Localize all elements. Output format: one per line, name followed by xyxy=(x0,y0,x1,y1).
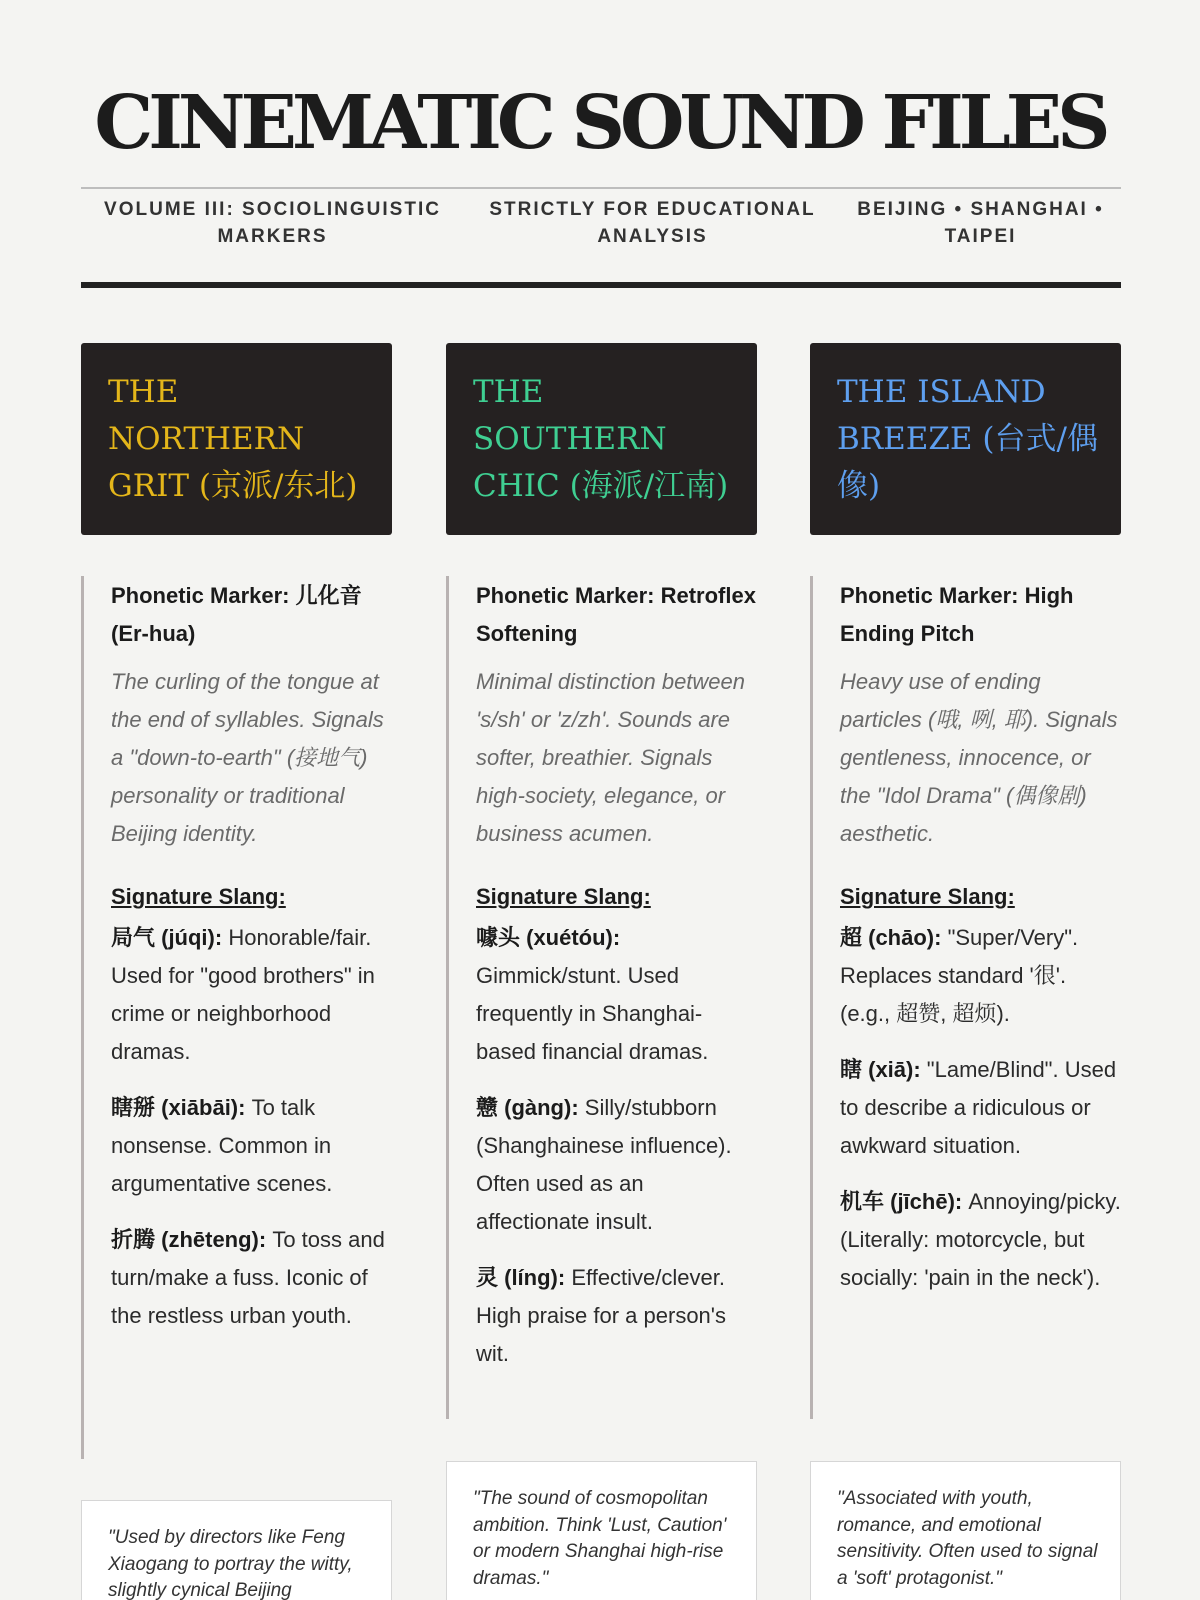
header-divider-thick xyxy=(81,282,1121,288)
usage-quote: "Used by directors like Feng Xiaogang to portray the witty, slightly cynical Beijing xyxy=(81,1500,392,1600)
slang-heading: Signature Slang: xyxy=(840,884,1015,909)
slang-definition: Effective/clever. High praise for a person's wit. xyxy=(476,1265,726,1366)
slang-list xyxy=(111,919,392,1335)
slang-definition: "Lame/Blind". Used to describe a ridiculous or awkward situation. xyxy=(840,1057,1117,1158)
slang-term: 戆 (gàng): xyxy=(476,1095,579,1120)
column-body xyxy=(810,576,1121,1419)
slang-definition: Silly/stubborn (Shanghainese influence). Often used as an affectionate insult. xyxy=(476,1095,732,1234)
phonetic-marker: Phonetic Marker: 儿化音 (Er-hua) xyxy=(111,583,362,646)
slang-item xyxy=(111,919,392,1071)
slang-term: 机车 (jīchē): xyxy=(840,1189,963,1214)
slang-heading: Signature Slang: xyxy=(476,884,651,909)
slang-term: 超 (chāo): xyxy=(840,925,942,950)
phonetic-marker: Phonetic Marker: High Ending Pitch xyxy=(840,583,1074,646)
slang-term: 折腾 (zhēteng): xyxy=(111,1227,267,1252)
slang-item xyxy=(476,919,757,1071)
column-body xyxy=(446,576,757,1419)
slang-term: 局气 (júqi): xyxy=(111,925,223,950)
slang-item xyxy=(476,1259,757,1373)
slang-item xyxy=(476,1089,757,1241)
meta-cities: BEIJING • SHANGHAI • TAIPEI xyxy=(857,199,1104,247)
column-heading: THE SOUTHERN CHIC (海派/江南) xyxy=(446,343,757,535)
slang-item xyxy=(840,1051,1121,1165)
slang-definition: "Super/Very". Replaces standard '很'. (e.g., 超赞, 超烦). xyxy=(840,925,1079,1026)
slang-item xyxy=(840,1183,1121,1297)
slang-definition: To toss and turn/make a fuss. Iconic of the restless urban youth. xyxy=(111,1227,385,1328)
column-heading: THE NORTHERN GRIT (京派/东北) xyxy=(81,343,392,535)
slang-list xyxy=(476,919,757,1373)
slang-definition: Honorable/fair. Used for "good brothers" in crime or neighborhood dramas. xyxy=(111,925,375,1064)
column-heading: THE ISLAND BREEZE (台式/偶像) xyxy=(810,343,1121,535)
slang-definition: To talk nonsense. Common in argumentative scenes. xyxy=(111,1095,333,1196)
slang-item xyxy=(111,1221,392,1335)
column-island xyxy=(810,343,1121,1600)
page-title: CINEMATIC SOUND FILES xyxy=(94,80,1106,166)
meta-disclaimer: STRICTLY FOR EDUCATIONAL ANALYSIS xyxy=(489,199,816,247)
marker-description: Minimal distinction between 's/sh' or 'z/zh'. Sounds are softer, breathier. Signals high-society, elegance, or business acumen. xyxy=(476,669,746,846)
slang-term: 灵 (líng): xyxy=(476,1265,566,1290)
slang-definition: Annoying/picky. (Literally: motorcycle, but socially: 'pain in the neck'). xyxy=(840,1189,1121,1290)
phonetic-marker: Phonetic Marker: Retroflex Softening xyxy=(476,583,756,646)
slang-list xyxy=(840,919,1121,1297)
slang-term: 瞎掰 (xiābāi): xyxy=(111,1095,246,1120)
slang-item xyxy=(111,1089,392,1203)
marker-description: Heavy use of ending particles (哦, 咧, 耶). Signals gentleness, innocence, or the "Idol Drama" (偶像剧) aesthetic. xyxy=(840,669,1118,846)
marker-description: The curling of the tongue at the end of syllables. Signals a "down-to-earth" (接地气) personality or traditional Beijing identity. xyxy=(111,669,384,846)
column-body xyxy=(81,576,392,1459)
header-divider-thin xyxy=(81,187,1121,189)
usage-quote: "Associated with youth, romance, and emotional sensitivity. Often used to signal a 'soft' protagonist." xyxy=(810,1461,1121,1600)
column-northern xyxy=(81,343,392,1600)
slang-term: 噱头 (xuétóu): xyxy=(476,925,621,950)
usage-quote: "The sound of cosmopolitan ambition. Think 'Lust, Caution' or modern Shanghai high-rise dramas." xyxy=(446,1461,757,1600)
slang-heading: Signature Slang: xyxy=(111,884,286,909)
slang-item xyxy=(840,919,1121,1033)
meta-volume: VOLUME III: SOCIOLINGUISTIC MARKERS xyxy=(104,199,441,247)
slang-term: 瞎 (xiā): xyxy=(840,1057,921,1082)
slang-definition: Gimmick/stunt. Used frequently in Shanghai-based financial dramas. xyxy=(476,963,709,1064)
column-southern xyxy=(446,343,757,1600)
